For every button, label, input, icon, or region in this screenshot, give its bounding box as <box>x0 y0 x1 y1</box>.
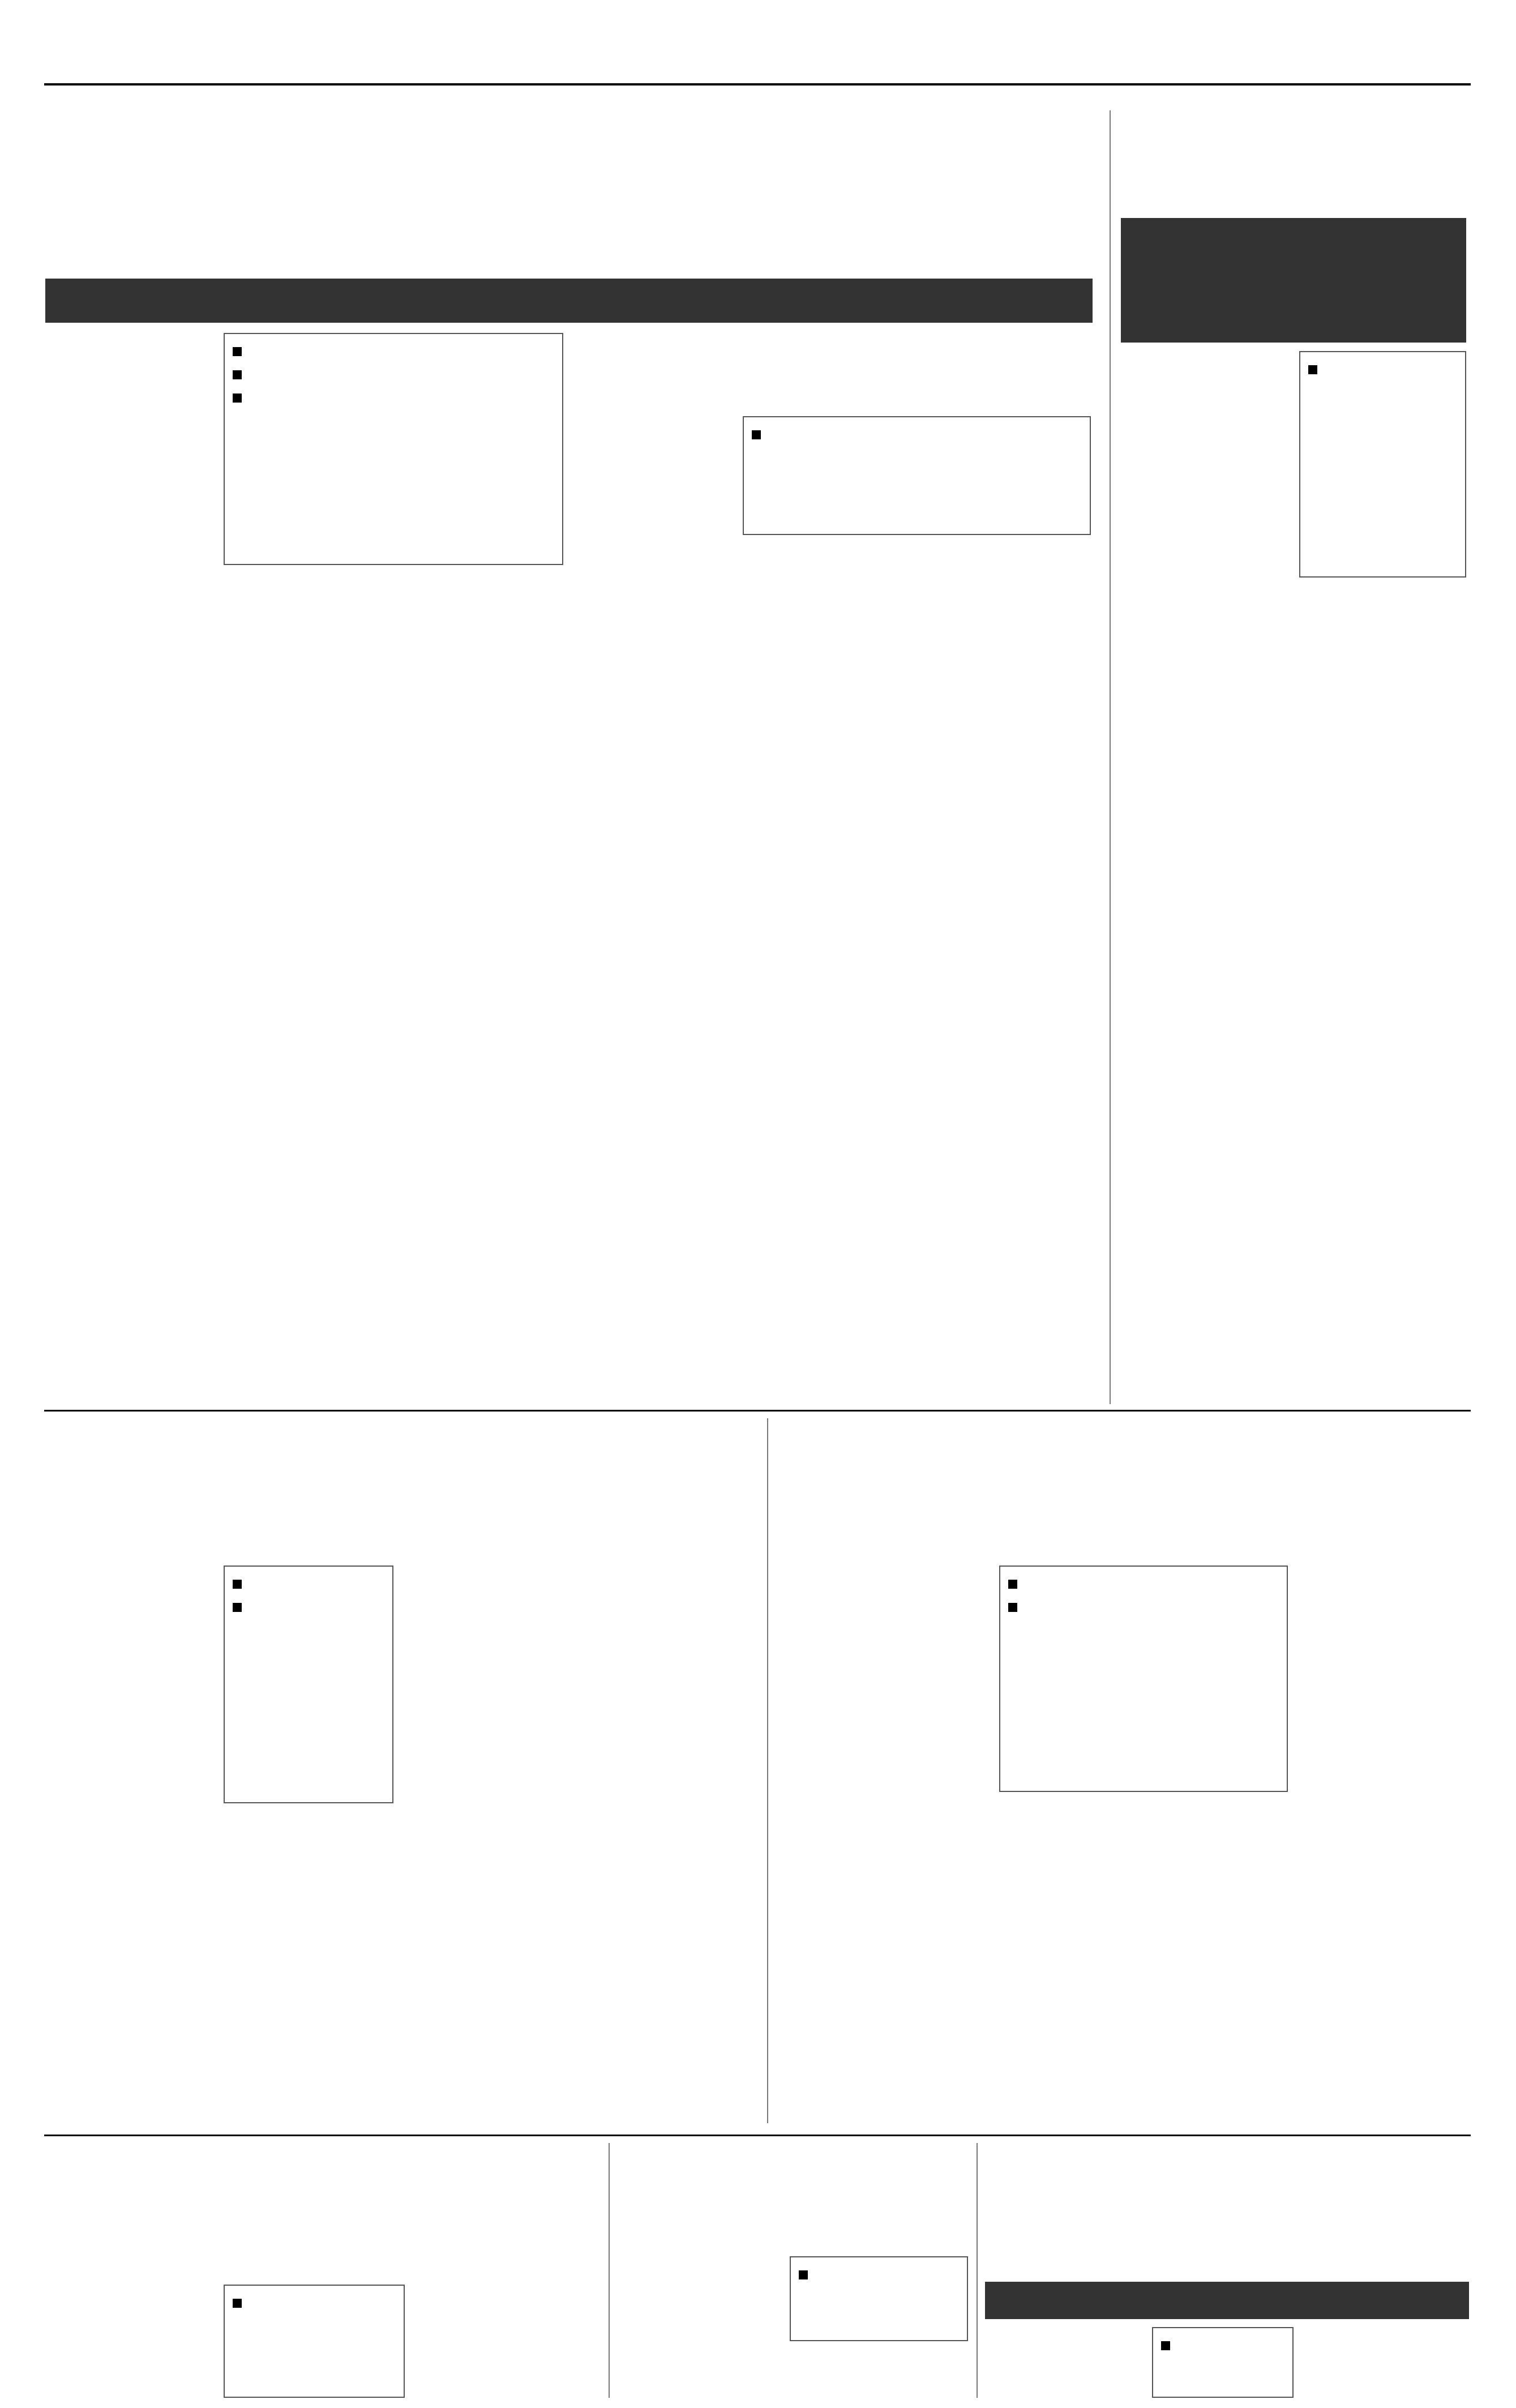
s5-highlight-box <box>224 2285 405 2398</box>
s4-column-2 <box>1296 1566 1466 2126</box>
s3-column-1 <box>46 1566 216 2126</box>
s3-highlight-item <box>233 1598 384 1612</box>
s3-highlight-box <box>224 1566 393 1803</box>
s1-sub-column-3 <box>920 544 1091 1398</box>
s6-highlight-box <box>790 2256 968 2341</box>
s1-highlight-item <box>233 388 554 403</box>
s6-column-2 <box>790 2347 968 2398</box>
masthead <box>44 54 1471 85</box>
s4-column-1 <box>777 1566 992 2126</box>
s4-highlight-item <box>1008 1575 1279 1589</box>
s1-highlight-item <box>233 342 554 356</box>
s1-column-1 <box>46 333 216 1397</box>
s7-column-2 <box>1302 2327 1469 2398</box>
s1-highlight-box <box>224 333 563 565</box>
s5-highlight-item <box>233 2294 396 2308</box>
s2-column-2 <box>1299 586 1466 1398</box>
s1-sub-column-2 <box>743 544 913 1398</box>
s7-band <box>985 2282 1469 2319</box>
s1-sub-highlight-box <box>743 416 1091 535</box>
s4-highlight-item <box>1008 1598 1279 1612</box>
s3-highlight-item <box>233 1575 384 1589</box>
s7-highlight-box <box>1152 2327 1294 2398</box>
s1-sub-highlight-item <box>752 425 1082 439</box>
s3-headline <box>45 1424 759 1554</box>
s2-column-1 <box>1122 351 1292 1398</box>
s1-column-3 <box>396 572 563 1398</box>
s5-column-2 <box>413 2285 600 2398</box>
s6-column-1 <box>618 2256 782 2398</box>
s2-highlight-item <box>1308 360 1457 374</box>
s7-column-1 <box>986 2327 1145 2398</box>
s1-highlight-item <box>233 365 554 379</box>
s6-highlight-item <box>799 2265 959 2279</box>
s1-column-2 <box>224 572 388 1398</box>
s7-highlight-item <box>1161 2336 1284 2350</box>
s4-headline <box>776 1424 1469 1554</box>
s7-headline <box>985 2146 1469 2276</box>
s1-band <box>45 279 1093 323</box>
s1-headline <box>45 116 1093 275</box>
s6-headline <box>617 2149 968 2245</box>
s3-column-3 <box>586 1566 759 2126</box>
s5-column-1 <box>46 2285 216 2398</box>
s3-column-2 <box>402 1566 577 2126</box>
s2-highlight-box <box>1299 351 1466 578</box>
s2-headline <box>1121 113 1466 209</box>
s1-sub-column-1 <box>572 416 736 1398</box>
s2-band <box>1121 218 1466 343</box>
s1-sub-headline <box>572 334 1093 408</box>
s4-highlight-box <box>999 1566 1288 1792</box>
s5-headline <box>45 2146 600 2276</box>
